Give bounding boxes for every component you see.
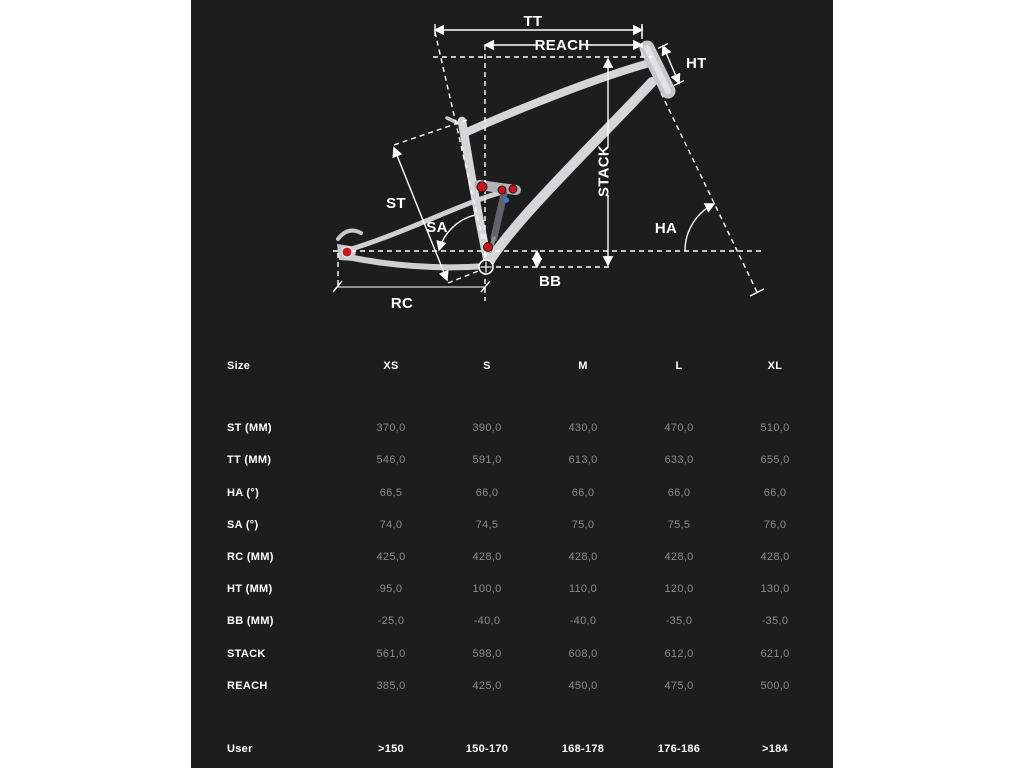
column-header-size: Size: [227, 360, 251, 373]
table-row-tt: [191, 444, 833, 476]
cell-value: 428,0: [472, 551, 502, 564]
content-panel: [191, 0, 833, 768]
cell-value: 475,0: [664, 679, 694, 692]
geometry-table: [191, 350, 833, 765]
cell-value: 76,0: [763, 518, 787, 531]
cell-value: 591,0: [472, 454, 502, 467]
rocker-pivot-mid: [498, 186, 506, 194]
dimension-label-sa: SA: [426, 219, 448, 236]
cell-value: 546,0: [376, 454, 406, 467]
table-spacer: [191, 702, 833, 733]
cell-value: 613,0: [568, 454, 598, 467]
table-row-reach: [191, 670, 833, 702]
table-row-ha: [191, 477, 833, 509]
cell-value: 120,0: [664, 583, 694, 596]
table-spacer: [191, 382, 833, 412]
cell-value: 74,0: [379, 518, 403, 531]
cell-value: -40,0: [473, 615, 501, 628]
row-label: BB (MM): [227, 615, 274, 628]
cell-value: 66,0: [475, 486, 499, 499]
cell-value: -40,0: [569, 615, 597, 628]
rocker-pivot-left: [477, 182, 487, 192]
table-row-st: [191, 412, 833, 444]
bike-frame-illustration: [191, 0, 833, 340]
column-header-s: S: [483, 360, 491, 373]
cell-value: 428,0: [760, 551, 790, 564]
table-row-user: [191, 733, 833, 765]
dimension-label-rc: RC: [390, 295, 414, 312]
dimension-label-ht: HT: [686, 55, 707, 72]
dimension-label-tt: TT: [523, 13, 543, 30]
cell-value: 66,5: [379, 486, 403, 499]
frame-tubes: [337, 48, 668, 267]
dimension-label-bb: BB: [539, 273, 562, 290]
cell-value: 370,0: [376, 422, 406, 435]
cell-value: 428,0: [664, 551, 694, 564]
dimension-label-ha: HA: [654, 220, 678, 237]
shock-lower-pivot: [484, 243, 493, 252]
cell-value: 500,0: [760, 679, 790, 692]
row-label: RC (MM): [227, 551, 274, 564]
cell-value: 470,0: [664, 422, 694, 435]
cell-value: 510,0: [760, 422, 790, 435]
cell-value: 450,0: [568, 679, 598, 692]
cell-value: 430,0: [568, 422, 598, 435]
cell-value: 425,0: [472, 679, 502, 692]
column-header-m: M: [578, 360, 588, 373]
table-row-ht: [191, 573, 833, 605]
cell-value: -25,0: [377, 615, 405, 628]
cell-value: 608,0: [568, 647, 598, 660]
row-label: STACK: [227, 647, 266, 660]
cell-value: 655,0: [760, 454, 790, 467]
row-label: ST (MM): [227, 422, 272, 435]
cell-value: 425,0: [376, 551, 406, 564]
row-label: HT (MM): [227, 583, 273, 596]
cell-value: 75,0: [571, 518, 595, 531]
cell-value: 130,0: [760, 583, 790, 596]
cell-value: 75,5: [667, 518, 691, 531]
bike-geometry-diagram: [191, 0, 833, 340]
table-row-sa: [191, 509, 833, 541]
row-label: REACH: [227, 679, 268, 692]
bottom-bracket-mark: [479, 260, 493, 274]
cell-value: 561,0: [376, 647, 406, 660]
cell-value: 390,0: [472, 422, 502, 435]
cell-value: 612,0: [664, 647, 694, 660]
dimension-label-stack: STACK: [595, 144, 613, 198]
cell-value: 176-186: [657, 742, 701, 755]
cell-value: 95,0: [379, 583, 403, 596]
cell-value: -35,0: [665, 615, 693, 628]
shock-blue-detail: [504, 197, 509, 202]
column-header-xs: XS: [383, 360, 399, 373]
cell-value: >184: [762, 742, 788, 755]
cell-value: 66,0: [571, 486, 595, 499]
cell-value: 66,0: [763, 486, 787, 499]
row-label: TT (MM): [227, 454, 272, 467]
cell-value: -35,0: [761, 615, 789, 628]
cell-value: 100,0: [472, 583, 502, 596]
table-header-row: [191, 350, 833, 382]
cell-value: 66,0: [667, 486, 691, 499]
cell-value: 110,0: [568, 583, 598, 596]
cell-value: 385,0: [376, 679, 406, 692]
row-label: HA (°): [227, 486, 260, 499]
cell-value: >150: [378, 742, 404, 755]
row-label: User: [227, 742, 253, 755]
rear-axle-pivot: [342, 247, 352, 257]
cell-value: 621,0: [760, 647, 790, 660]
rocker-pivot-right: [509, 185, 517, 193]
table-row-stack: [191, 638, 833, 670]
column-header-l: L: [675, 360, 683, 373]
column-header-xl: XL: [767, 360, 783, 373]
table-row-bb: [191, 605, 833, 637]
cell-value: 633,0: [664, 454, 694, 467]
table-row-rc: [191, 541, 833, 573]
cell-value: 598,0: [472, 647, 502, 660]
cell-value: 74,5: [475, 518, 499, 531]
cell-value: 150-170: [465, 742, 509, 755]
dimension-label-st: ST: [386, 195, 406, 212]
row-label: SA (°): [227, 518, 259, 531]
cell-value: 168-178: [561, 742, 605, 755]
dimension-label-reach: REACH: [534, 37, 590, 54]
cell-value: 428,0: [568, 551, 598, 564]
